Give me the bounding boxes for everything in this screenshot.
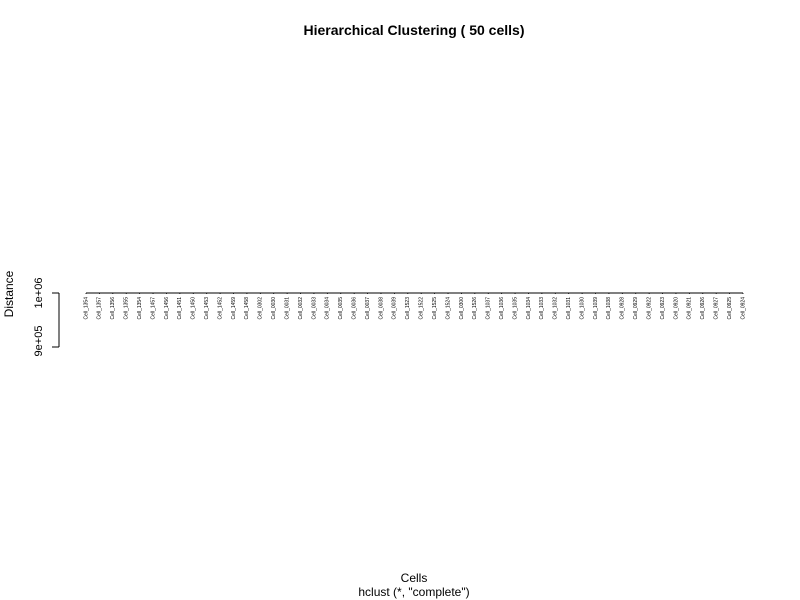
y-axis-label: Distance [2, 270, 16, 318]
leaf-label: Cell_1451 [177, 297, 184, 320]
leaf-label: Cell_0034 [324, 297, 331, 320]
leaf-label: Cell_1356 [110, 297, 117, 320]
leaf-label: Cell_0033 [311, 297, 318, 320]
leaf-label: Cell_1037 [485, 297, 492, 320]
leaf-label: Cell_1354 [83, 297, 90, 320]
leaf-label: Cell_0038 [378, 297, 385, 320]
leaf-label: Cell_1450 [190, 297, 197, 320]
leaf-label: Cell_1355 [123, 297, 130, 320]
leaf-label: Cell_1525 [431, 297, 438, 320]
leaf-label: Cell_0928 [619, 297, 626, 320]
leaf-label: Cell_0030 [271, 297, 278, 320]
leaf-label: Cell_0929 [633, 297, 640, 320]
leaf-label: Cell_1032 [552, 297, 559, 320]
leaf-label: Cell_0039 [391, 297, 398, 320]
leaf-label: Cell_0037 [364, 297, 371, 320]
leaf-labels [83, 297, 746, 320]
leaf-label: Cell_1354 [136, 297, 143, 320]
leaf-label: Cell_0035 [338, 297, 345, 320]
leaf-label: Cell_1458 [244, 297, 251, 320]
leaf-label: Cell_0032 [297, 297, 304, 320]
leaf-label: Cell_0920 [673, 297, 680, 320]
leaf-label: Cell_0925 [726, 297, 733, 320]
leaf-label: Cell_1457 [150, 297, 157, 320]
x-axis-label: Cells [400, 571, 428, 585]
leaf-label: Cell_0031 [284, 297, 291, 320]
leaf-label: Cell_0302 [257, 297, 264, 320]
leaf-label: Cell_1522 [418, 297, 425, 320]
leaf-label: Cell_1459 [230, 297, 237, 320]
leaf-label: Cell_1456 [163, 297, 170, 320]
leaf-label: Cell_0923 [659, 297, 666, 320]
leaf-label: Cell_1357 [96, 297, 103, 320]
leaf-label: Cell_0921 [686, 297, 693, 320]
hclust-method-subtitle: hclust (*, "complete") [358, 585, 470, 599]
leaf-label: Cell_1038 [606, 297, 613, 320]
leaf-label: Cell_1033 [539, 297, 546, 320]
leaf-label: Cell_1030 [579, 297, 586, 320]
leaf-label: Cell_1452 [217, 297, 224, 320]
leaf-label: Cell_0300 [458, 297, 465, 320]
leaf-label: Cell_1453 [204, 297, 211, 320]
leaf-label: Cell_0036 [351, 297, 358, 320]
y-tick-label-bottom: 9e+05 [33, 325, 45, 357]
leaf-label: Cell_1035 [512, 297, 519, 320]
leaf-label: Cell_0924 [740, 297, 747, 320]
leaf-label: Cell_0927 [713, 297, 720, 320]
leaf-label: Cell_1031 [566, 297, 573, 320]
leaf-label: Cell_0926 [700, 297, 707, 320]
y-axis [33, 278, 59, 357]
y-tick-label-top: 1e+06 [33, 277, 45, 309]
leaf-label: Cell_1039 [592, 297, 599, 320]
leaf-label: Cell_1034 [525, 297, 532, 320]
dendrogram-branches [86, 293, 743, 294]
leaf-label: Cell_1523 [405, 297, 412, 320]
leaf-label: Cell_1036 [498, 297, 505, 320]
leaf-label: Cell_1524 [445, 297, 452, 320]
leaf-label: Cell_0922 [646, 297, 653, 320]
leaf-label: Cell_1526 [472, 297, 479, 320]
chart-title: Hierarchical Clustering ( 50 cells) [303, 22, 525, 38]
